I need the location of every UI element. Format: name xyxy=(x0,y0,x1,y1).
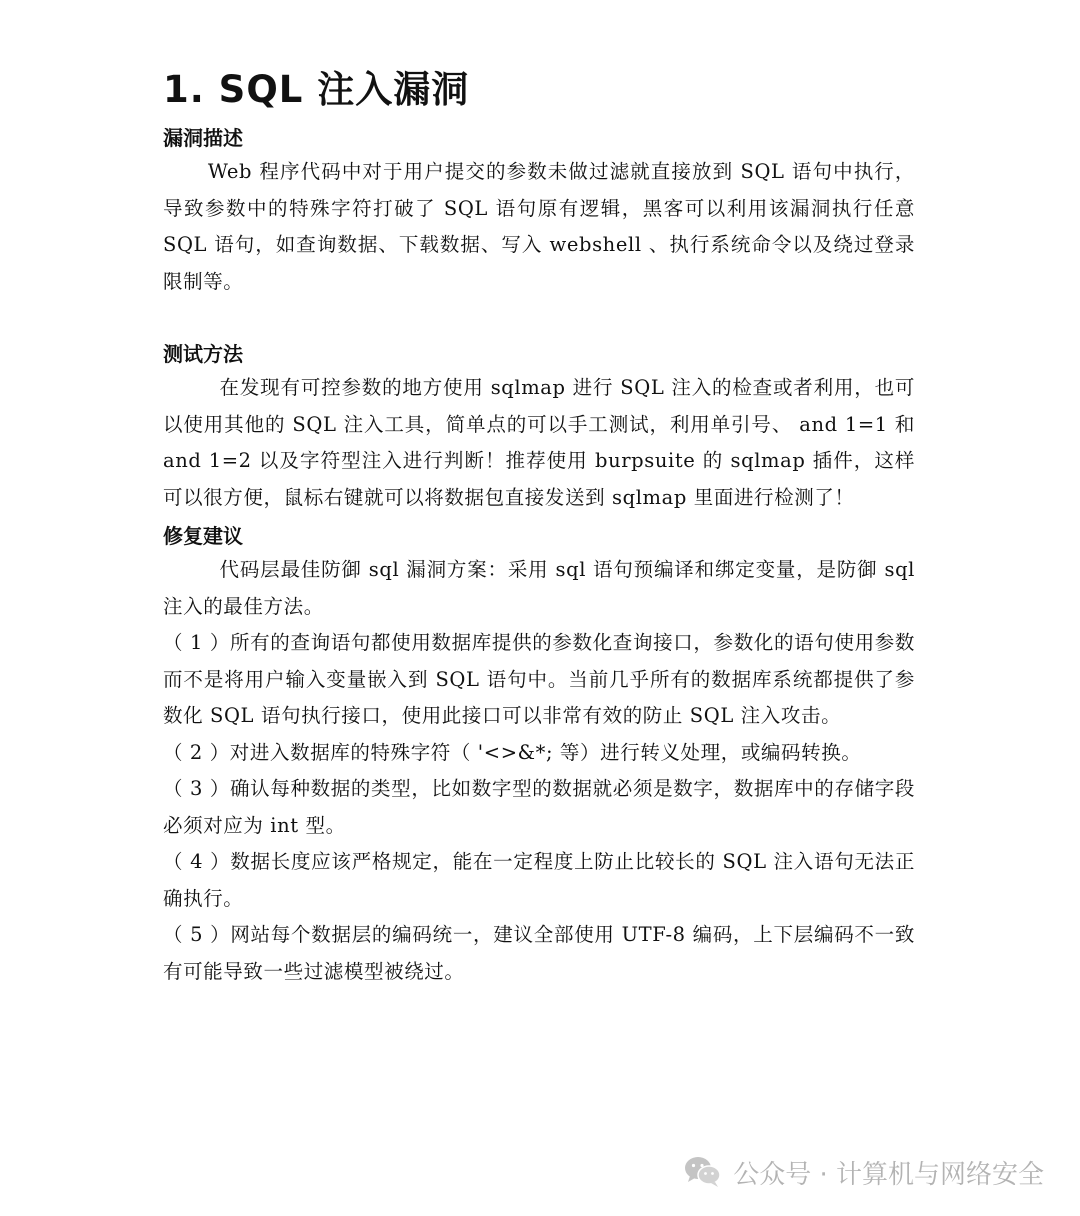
watermark-text: 公众号 · 计算机与网络安全 xyxy=(733,1159,1044,1190)
section-description xyxy=(163,122,915,300)
section-remediation xyxy=(163,520,915,990)
remediation-item-4: （ 4 ）数据长度应该严格规定，能在一定程度上防止比较长的 SQL 注入语句无法正确执行。 xyxy=(163,850,915,910)
remediation-intro-paragraph: 代码层最佳防御 sql 漏洞方案：采用 sql 语句预编译和绑定变量，是防御 sql 注入的最佳方法。 xyxy=(163,558,915,618)
section-testing xyxy=(163,338,915,516)
remediation-item-2: （ 2 ）对进入数据库的特殊字符（ '<>&*; 等）进行转义处理，或编码转换。 xyxy=(163,740,862,764)
remediation-item-3: （ 3 ）确认每种数据的类型，比如数字型的数据就必须是数字，数据库中的存储字段必须对应为 int 型。 xyxy=(163,777,915,837)
remediation-item-1: （ 1 ）所有的查询语句都使用数据库提供的参数化查询接口，参数化的语句使用参数而不是将用户输入变量嵌入到 SQL 语句中。当前几乎所有的数据库系统都提供了参数化 SQL 语句执行接口，使用此接口可以非常有效的防止 SQL 注入攻击。 xyxy=(163,631,915,727)
watermark xyxy=(683,1152,1044,1192)
page-title: 1. SQL 注入漏洞 xyxy=(163,68,470,111)
document-page xyxy=(163,62,915,990)
remediation-item-5: （ 5 ）网站每个数据层的编码统一，建议全部使用 UTF-8 编码，上下层编码不一致有可能导致一些过滤模型被绕过。 xyxy=(163,923,915,983)
section-heading-testing: 测试方法 xyxy=(163,342,243,366)
testing-paragraph: 在发现有可控参数的地方使用 sqlmap 进行 SQL 注入的检查或者利用，也可以使用其他的 SQL 注入工具，简单点的可以手工测试，利用单引号、 and 1=1 和 and 1=2 以及字符型注入进行判断！推荐使用 burpsuite 的 sqlmap 插件，这样可以很方便，鼠标右键就可以将数据包直接发送到 sqlmap 里面进行检测了！ xyxy=(163,376,915,509)
section-heading-description: 漏洞描述 xyxy=(163,126,243,150)
section-heading-remediation: 修复建议 xyxy=(163,524,243,548)
wechat-icon xyxy=(683,1155,723,1189)
description-paragraph: Web 程序代码中对于用户提交的参数未做过滤就直接放到 SQL 语句中执行，导致参数中的特殊字符打破了 SQL 语句原有逻辑，黑客可以利用该漏洞执行任意 SQL 语句，如查询数据、下载数据、写入 webshell 、执行系统命令以及绕过登录限制等。 xyxy=(163,160,915,293)
